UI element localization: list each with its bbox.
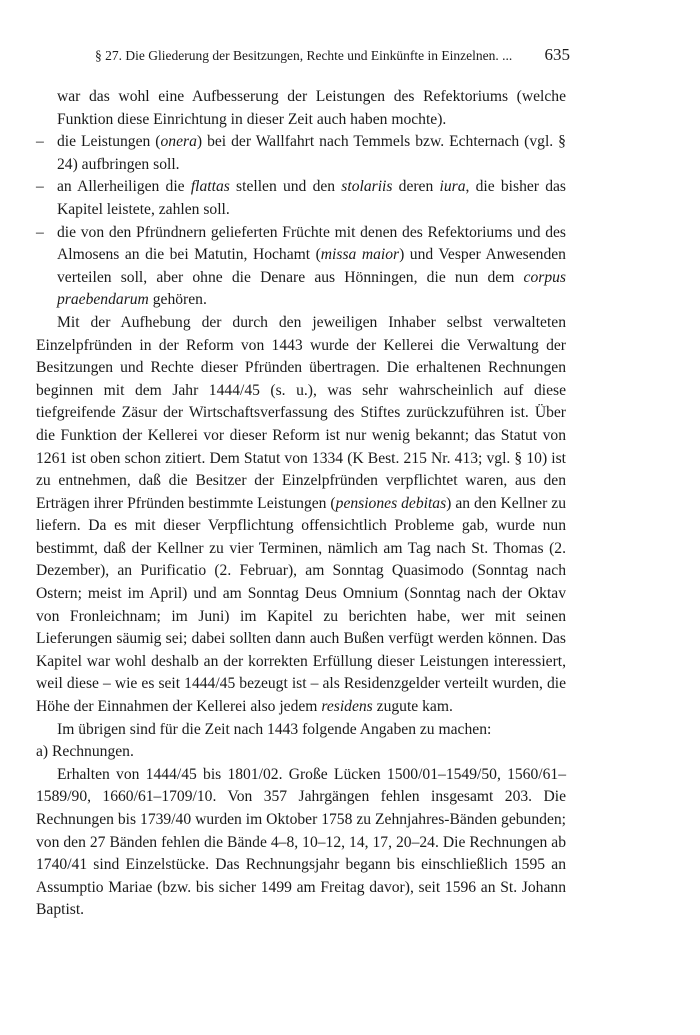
running-header [95, 46, 570, 68]
paragraph-kellerei: Mit der Aufhebung der durch den jeweiligen Inhaber selbst verwalteten Einzelpfründen in der Reform von 1443 wurde der Kellerei die Verwaltung der Besitzungen und Rechte dieser Pfründen übertragen. Die erhaltenen Rechnungen beginnen mit dem Jahr 1444/45 (s. u.), was sehr wahrscheinlich auf diese tiefgreifende Zäsur der Wirtschaftsverfassung des Stiftes zurückzuführen ist. Über die Funktion der Kellerei vor dieser Reform ist nur wenig bekannt; das Statut von 1261 ist oben schon zitiert. Dem Statut von 1334 (K Best. 215 Nr. 413; vgl. § 10) ist zu entnehmen, daß die Besitzer der Einzelpfründen verpflichtet waren, aus den Erträgen ihrer Pfründen bestimmte Leistungen (pensiones debitas) an den Kellner zu liefern. Da es mit dieser Verpflichtung offensichtlich Probleme gab, wurde nun bestimmt, daß der Kellner zu vier Terminen, nämlich am Tag nach St. Thomas (2. Dezember), an Purificatio (2. Februar), am Sonntag Quasimodo (Sonntag nach Ostern; meist im April) und am Sonntag Deus Omnium (Sonntag nach der Oktav von Fronleichnam; im Juni) im Kapitel zu berichten habe, wer mit seinen Lieferungen säumig sei; dabei sollten dann auch Bußen verfügt werden können. Das Kapitel war wohl deshalb an der korrekten Erfüllung dieser Leistungen interessiert, weil diese – wie es seit 1444/45 bezeugt ist – als Residenzgelder verteilt wurden, die Höhe der Einnahmen der Kellerei also jedem residens zugute kam. [36, 313, 566, 716]
intro-continuation: war das wohl eine Aufbesserung der Leistungen des Refektoriums (welche Funktion diese Einrichtung in dieser Zeit auch haben mochte). [57, 88, 566, 128]
page-number: 635 [544, 45, 570, 64]
running-title: § 27. Die Gliederung der Besitzungen, Rechte und Einkünfte in Einzelnen. ... [95, 48, 513, 63]
text-body [36, 86, 566, 922]
paragraph-transition: Im übrigen sind für die Zeit nach 1443 folgende Angaben zu machen: [57, 720, 492, 738]
list-item: – die von den Pfründnern gelieferten Früchte mit denen des Refektoriums und des Almosens an die bei Matutin, Hochamt (missa maior) und Vesper Anwesenden verteilen soll, aber ohne die Denare aus Hönningen, die nun dem corpus praebendarum gehören. [36, 223, 566, 309]
list-item: – die Leistungen (onera) bei der Wallfahrt nach Temmels bzw. Echternach (vgl. § 24) aufbringen soll. [36, 133, 566, 173]
list-item: – an Allerheiligen die flattas stellen und den stolariis deren iura, die bisher das Kapitel leistete, zahlen soll. [36, 178, 566, 218]
paragraph-rechnungen: Erhalten von 1444/45 bis 1801/02. Große Lücken 1500/01–1549/50, 1560/61–1589/90, 1660/61–1709/10. Von 357 Jahrgängen fehlen insgesamt 203. Die Rechnungen bis 1739/40 wurden im Oktober 1758 zu Zehnjahres-Bänden gebunden; von den 27 Bänden fehlen die Bände 4–8, 10–12, 14, 17, 20–24. Die Rechnungen ab 1740/41 sind Einzelstücke. Das Rechnungsjahr begann bis einschließlich 1595 an Assumptio Mariae (bzw. bis sicher 1499 am Freitag davor), seit 1596 an St. Johann Baptist. [36, 765, 566, 919]
section-heading: a) Rechnungen. [36, 743, 134, 761]
